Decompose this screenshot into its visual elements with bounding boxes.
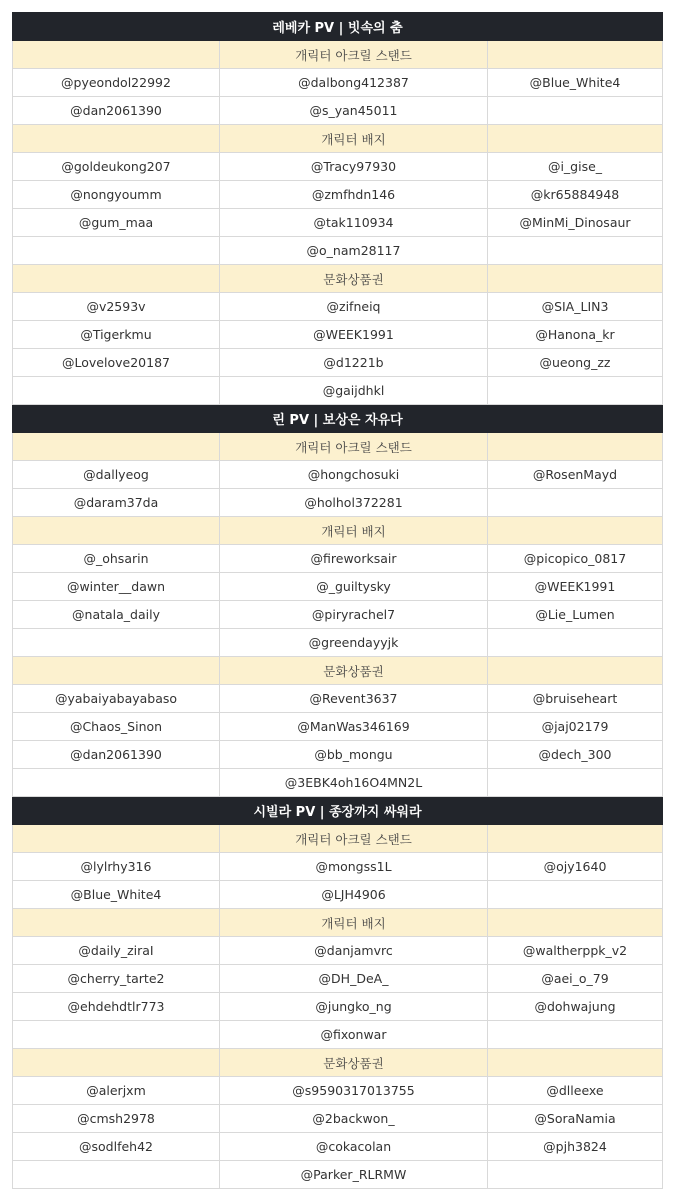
winner-handle-cell: @i_gise_ — [488, 153, 663, 181]
category-empty-cell — [13, 909, 220, 937]
winner-row — [13, 377, 663, 405]
winner-list-table — [12, 12, 663, 1189]
winner-handle-cell: @MinMi_Dinosaur — [488, 209, 663, 237]
winner-handle-cell: @cherry_tarte2 — [13, 965, 220, 993]
winner-handle-cell: @tak110934 — [220, 209, 488, 237]
winner-handle-cell: @winter__dawn — [13, 573, 220, 601]
winner-row — [13, 853, 663, 881]
winner-handle-cell: @Parker_RLRMW — [220, 1161, 488, 1189]
winner-handle-cell: @RosenMayd — [488, 461, 663, 489]
winner-row — [13, 1133, 663, 1161]
winner-handle-cell: @cmsh2978 — [13, 1105, 220, 1133]
winner-handle-cell: @daily_ziraI — [13, 937, 220, 965]
winner-handle-cell: @SoraNamia — [488, 1105, 663, 1133]
winner-handle-cell: @dalbong412387 — [220, 69, 488, 97]
winner-handle-cell: @Tracy97930 — [220, 153, 488, 181]
winner-row — [13, 1021, 663, 1049]
winner-handle-cell: @ManWas346169 — [220, 713, 488, 741]
winner-handle-cell: @alerjxm — [13, 1077, 220, 1105]
winner-row — [13, 685, 663, 713]
section-title: 레베카 PV | 빗속의 춤 — [13, 13, 663, 41]
winner-row — [13, 965, 663, 993]
winner-row — [13, 489, 663, 517]
section-header-row — [13, 13, 663, 41]
category-title: 문화상품권 — [220, 265, 488, 293]
winner-row — [13, 881, 663, 909]
winner-handle-cell: @kr65884948 — [488, 181, 663, 209]
winner-row — [13, 629, 663, 657]
winner-handle-cell: @piryrachel7 — [220, 601, 488, 629]
winner-handle-cell: @zifneiq — [220, 293, 488, 321]
winner-handle-cell: @gaijdhkl — [220, 377, 488, 405]
winner-handle-cell: @o_nam28117 — [220, 237, 488, 265]
winner-handle-cell: @dohwajung — [488, 993, 663, 1021]
winner-handle-cell: @3EBK4oh16O4MN2L — [220, 769, 488, 797]
winner-row — [13, 321, 663, 349]
winner-handle-cell: @dallyeog — [13, 461, 220, 489]
winner-handle-cell: @Blue_White4 — [13, 881, 220, 909]
winner-handle-cell: @Lie_Lumen — [488, 601, 663, 629]
winner-handle-cell: @SIA_LIN3 — [488, 293, 663, 321]
winner-handle-cell: @zmfhdn146 — [220, 181, 488, 209]
winner-handle-cell: @Blue_White4 — [488, 69, 663, 97]
winner-handle-cell: @natala_daily — [13, 601, 220, 629]
category-header-row — [13, 657, 663, 685]
winner-row — [13, 545, 663, 573]
winner-row — [13, 349, 663, 377]
winner-handle-cell: @aei_o_79 — [488, 965, 663, 993]
winner-list-body — [13, 13, 663, 1189]
winner-row — [13, 69, 663, 97]
category-empty-cell — [488, 1049, 663, 1077]
winner-row — [13, 293, 663, 321]
winner-handle-cell: @2backwon_ — [220, 1105, 488, 1133]
winner-row — [13, 741, 663, 769]
winner-handle-cell: @hongchosuki — [220, 461, 488, 489]
winner-handle-cell: @dech_300 — [488, 741, 663, 769]
winner-handle-cell — [488, 629, 663, 657]
winner-handle-cell: @v2593v — [13, 293, 220, 321]
category-title: 개릭터 배지 — [220, 909, 488, 937]
category-empty-cell — [13, 825, 220, 853]
category-empty-cell — [488, 825, 663, 853]
category-empty-cell — [13, 1049, 220, 1077]
category-header-row — [13, 825, 663, 853]
winner-handle-cell: @dan2061390 — [13, 741, 220, 769]
category-empty-cell — [13, 125, 220, 153]
winner-row — [13, 181, 663, 209]
winner-handle-cell: @picopico_0817 — [488, 545, 663, 573]
winner-handle-cell: @LJH4906 — [220, 881, 488, 909]
winner-handle-cell: @jungko_ng — [220, 993, 488, 1021]
category-empty-cell — [488, 657, 663, 685]
category-header-row — [13, 433, 663, 461]
winner-handle-cell: @daram37da — [13, 489, 220, 517]
winner-handle-cell: @goldeukong207 — [13, 153, 220, 181]
winner-row — [13, 1105, 663, 1133]
winner-row — [13, 713, 663, 741]
winner-handle-cell — [488, 237, 663, 265]
category-title: 문화상품권 — [220, 657, 488, 685]
category-header-row — [13, 909, 663, 937]
winner-handle-cell: @bb_mongu — [220, 741, 488, 769]
winner-handle-cell: @fireworksair — [220, 545, 488, 573]
category-title: 개릭터 아크릴 스탠드 — [220, 41, 488, 69]
winner-handle-cell — [488, 377, 663, 405]
winner-handle-cell: @greendayyjk — [220, 629, 488, 657]
winner-handle-cell: @s_yan45011 — [220, 97, 488, 125]
winner-handle-cell — [488, 1021, 663, 1049]
category-empty-cell — [488, 265, 663, 293]
category-empty-cell — [13, 265, 220, 293]
winner-handle-cell: @sodlfeh42 — [13, 1133, 220, 1161]
section-header-row — [13, 405, 663, 433]
winner-handle-cell — [13, 237, 220, 265]
section-title: 시빌라 PV | 종장까지 싸워라 — [13, 797, 663, 825]
winner-row — [13, 769, 663, 797]
winner-row — [13, 601, 663, 629]
winner-handle-cell: @DH_DeA_ — [220, 965, 488, 993]
winner-row — [13, 461, 663, 489]
winner-row — [13, 1161, 663, 1189]
winner-handle-cell: @mongss1L — [220, 853, 488, 881]
category-header-row — [13, 41, 663, 69]
winner-handle-cell: @ehdehdtlr773 — [13, 993, 220, 1021]
winner-handle-cell: @bruiseheart — [488, 685, 663, 713]
winner-handle-cell: @nongyoumm — [13, 181, 220, 209]
winner-handle-cell — [488, 1161, 663, 1189]
winner-handle-cell: @waltherppk_v2 — [488, 937, 663, 965]
category-empty-cell — [13, 657, 220, 685]
winner-row — [13, 237, 663, 265]
winner-handle-cell: @Revent3637 — [220, 685, 488, 713]
winner-handle-cell: @pjh3824 — [488, 1133, 663, 1161]
category-title: 개릭터 배지 — [220, 125, 488, 153]
winner-handle-cell: @Tigerkmu — [13, 321, 220, 349]
winner-row — [13, 153, 663, 181]
winner-row — [13, 97, 663, 125]
winner-handle-cell: @WEEK1991 — [220, 321, 488, 349]
winner-handle-cell: @WEEK1991 — [488, 573, 663, 601]
winner-row — [13, 993, 663, 1021]
category-empty-cell — [13, 41, 220, 69]
category-empty-cell — [488, 433, 663, 461]
winner-handle-cell: @pyeondol22992 — [13, 69, 220, 97]
winner-handle-cell: @lylrhy316 — [13, 853, 220, 881]
winner-handle-cell: @danjamvrc — [220, 937, 488, 965]
winner-handle-cell: @gum_maa — [13, 209, 220, 237]
category-empty-cell — [13, 517, 220, 545]
winner-handle-cell: @_ohsarin — [13, 545, 220, 573]
winner-handle-cell — [13, 1021, 220, 1049]
winner-row — [13, 1077, 663, 1105]
category-header-row — [13, 517, 663, 545]
winner-handle-cell: @yabaiyabayabaso — [13, 685, 220, 713]
winner-handle-cell: @_guiltysky — [220, 573, 488, 601]
category-title: 개릭터 아크릴 스탠드 — [220, 825, 488, 853]
winner-handle-cell — [13, 377, 220, 405]
category-empty-cell — [488, 909, 663, 937]
winner-handle-cell — [488, 97, 663, 125]
winner-handle-cell: @holhol372281 — [220, 489, 488, 517]
winner-handle-cell — [488, 489, 663, 517]
winner-handle-cell — [13, 1161, 220, 1189]
section-title: 린 PV | 보상은 자유다 — [13, 405, 663, 433]
winner-handle-cell: @jaj02179 — [488, 713, 663, 741]
section-header-row — [13, 797, 663, 825]
winner-handle-cell: @d1221b — [220, 349, 488, 377]
winner-handle-cell: @Hanona_kr — [488, 321, 663, 349]
category-empty-cell — [13, 433, 220, 461]
category-empty-cell — [488, 125, 663, 153]
winner-handle-cell: @ojy1640 — [488, 853, 663, 881]
category-header-row — [13, 1049, 663, 1077]
winner-handle-cell: @ueong_zz — [488, 349, 663, 377]
winner-handle-cell: @Chaos_Sinon — [13, 713, 220, 741]
winner-handle-cell — [488, 881, 663, 909]
winner-handle-cell — [13, 629, 220, 657]
category-title: 개릭터 아크릴 스탠드 — [220, 433, 488, 461]
category-empty-cell — [488, 41, 663, 69]
winner-handle-cell: @dan2061390 — [13, 97, 220, 125]
category-title: 개릭터 배지 — [220, 517, 488, 545]
category-title: 문화상품권 — [220, 1049, 488, 1077]
category-header-row — [13, 125, 663, 153]
winner-handle-cell — [488, 769, 663, 797]
winner-handle-cell: @s9590317013755 — [220, 1077, 488, 1105]
category-empty-cell — [488, 517, 663, 545]
category-header-row — [13, 265, 663, 293]
winner-handle-cell: @cokacolan — [220, 1133, 488, 1161]
winner-row — [13, 573, 663, 601]
winner-handle-cell — [13, 769, 220, 797]
winner-handle-cell: @fixonwar — [220, 1021, 488, 1049]
winner-row — [13, 937, 663, 965]
winner-handle-cell: @dlleexe — [488, 1077, 663, 1105]
winner-row — [13, 209, 663, 237]
winner-handle-cell: @Lovelove20187 — [13, 349, 220, 377]
